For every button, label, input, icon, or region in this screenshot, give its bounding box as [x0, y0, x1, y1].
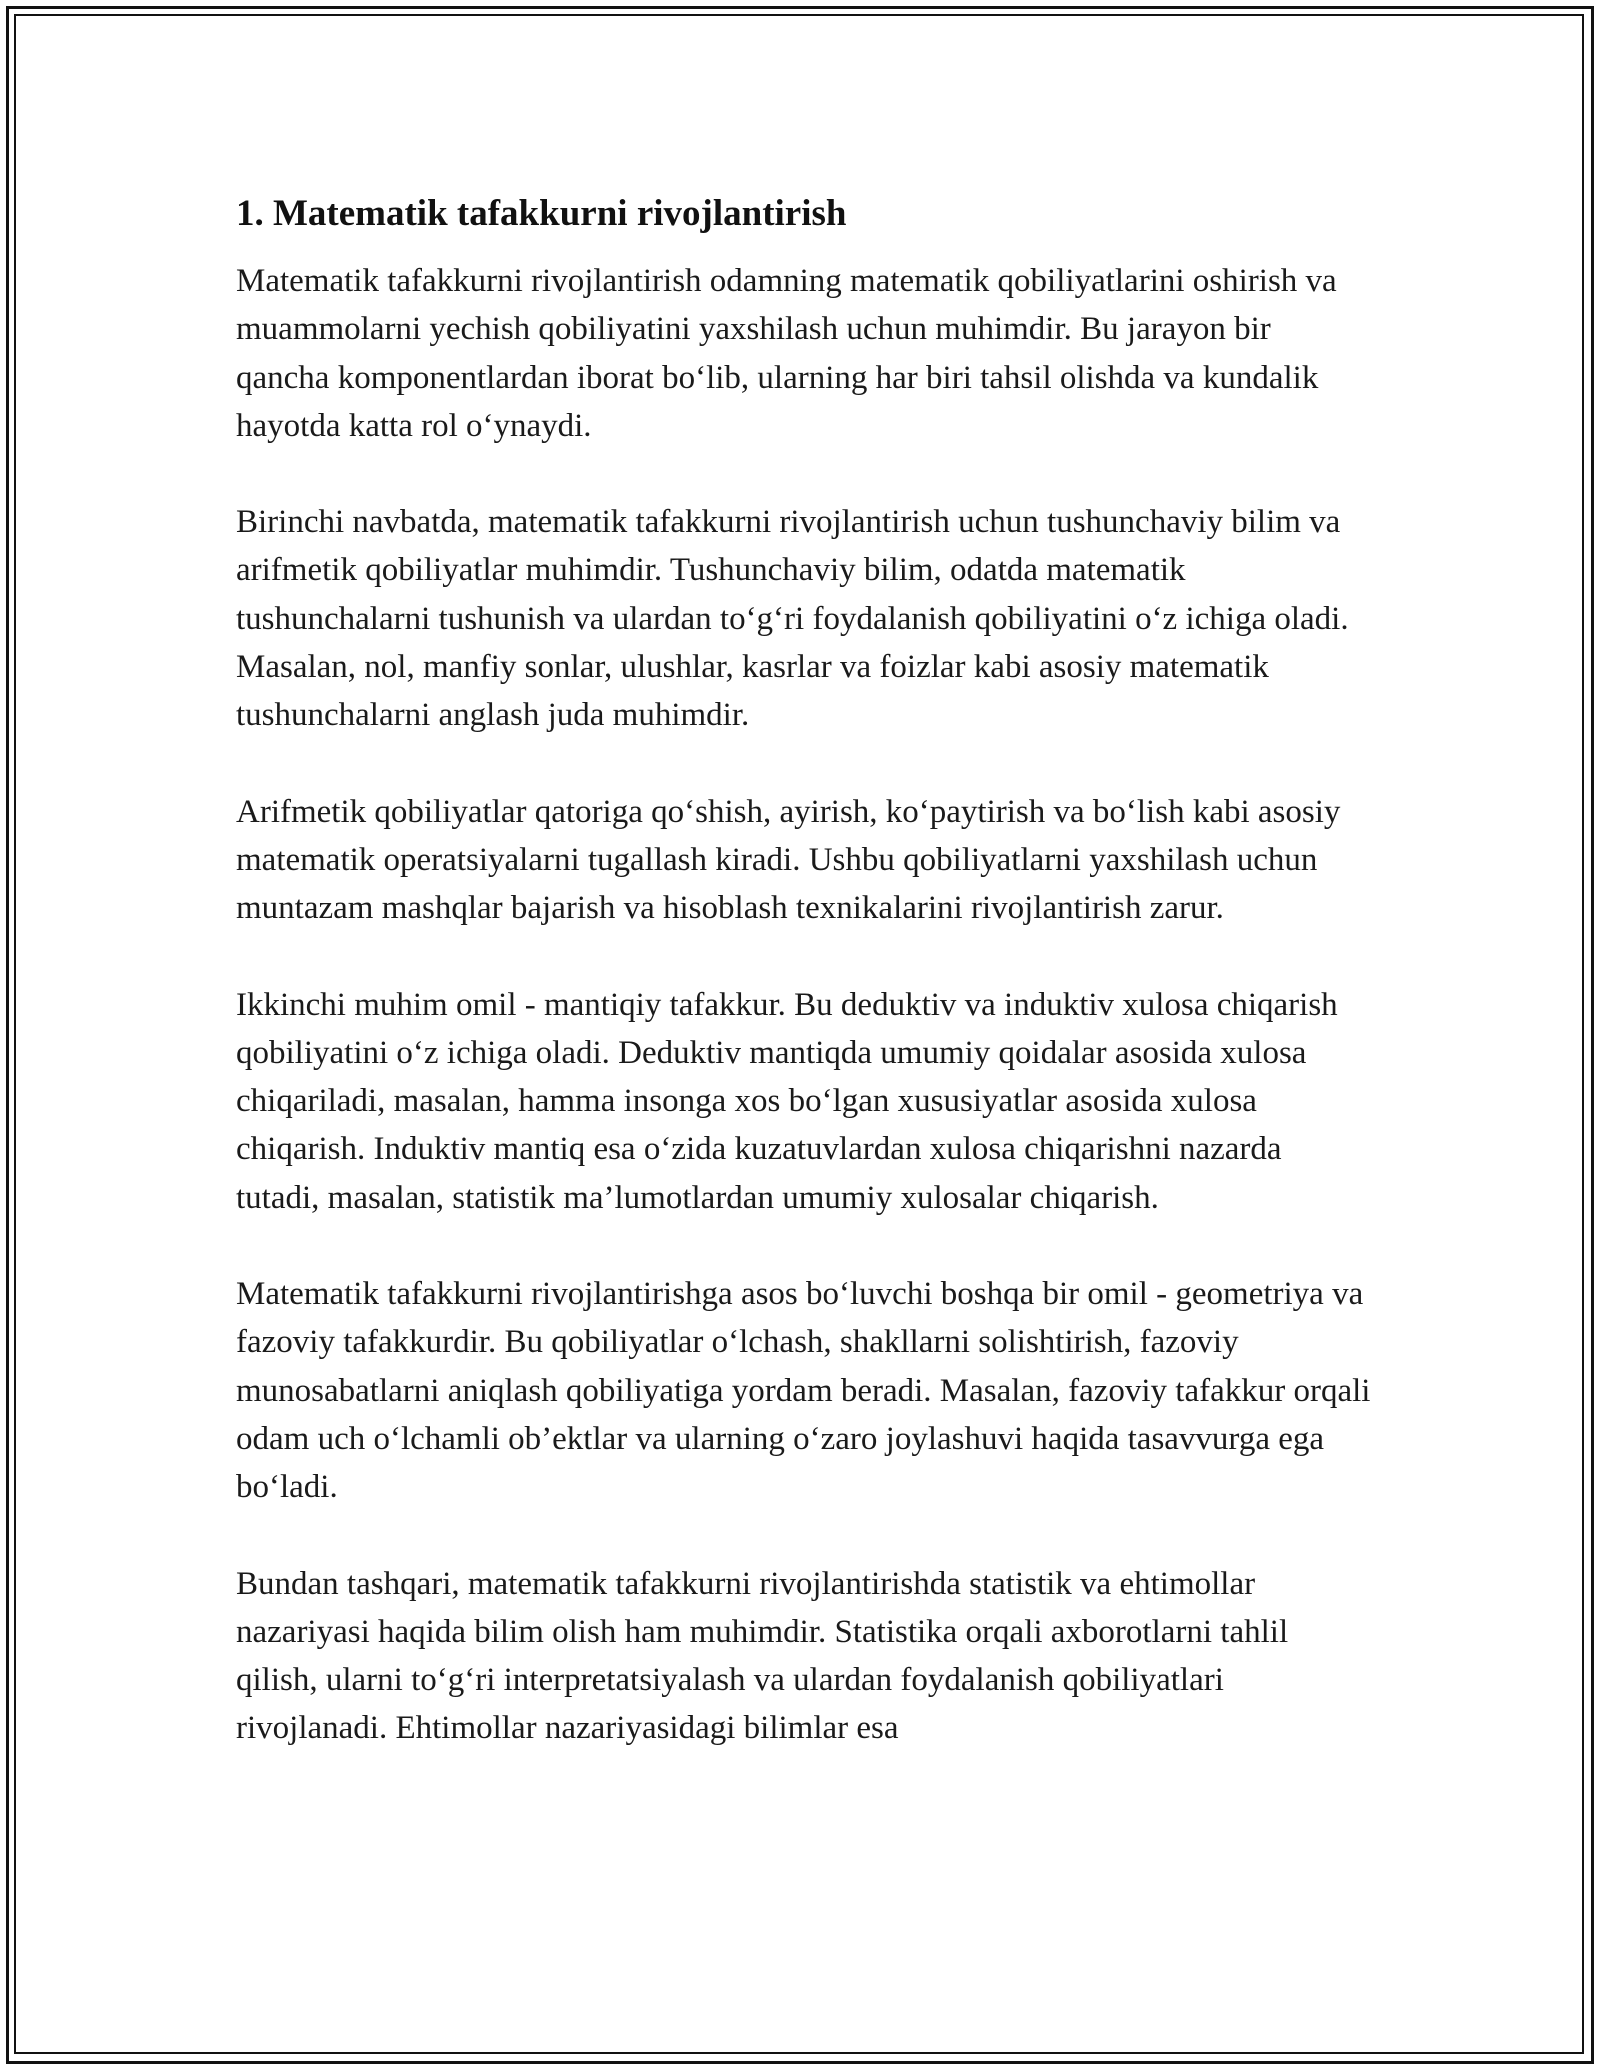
- paragraph-spatial-thinking: Matematik tafakkurni rivojlantirishga asos bo‘luvchi boshqa bir omil - geometriya va fazoviy tafakkurdir. Bu qobiliyatlar o‘lchash, shakllarni solishtirish, fazoviy munosabatlarni aniqlash qobiliyatiga yordam beradi. Masalan, fazoviy tafakkur orqali odam uch o‘lchamli ob’ektlar va ularning o‘zaro joylashuvi haqida tasavvurga ega bo‘ladi.: [236, 1276, 1371, 1506]
- paragraph-conceptual-knowledge: Birinchi navbatda, matematik tafakkurni rivojlantirish uchun tushunchaviy bilim va arifmetik qobiliyatlar muhimdir. Tushunchaviy bilim, odatda matematik tushunchalarni tushunish va ulardan to‘g‘ri foydalanish qobiliyatini o‘z ichiga oladi. Masalan, nol, manfiy sonlar, ulushlar, kasrlar va foizlar kabi asosiy matematik tushunchalarni anglash juda muhimdir.: [236, 504, 1349, 734]
- document-body: [236, 188, 1371, 1753]
- paragraph-intro: Matematik tafakkurni rivojlantirish odamning matematik qobiliyatlarini oshirish va muammolarni yechish qobiliyatini yaxshilash uchun muhimdir. Bu jarayon bir qancha komponentlardan iborat bo‘lib, ularning har biri tahsil olishda va kundalik hayotda katta rol o‘ynaydi.: [236, 263, 1337, 444]
- paragraph-statistics: Bundan tashqari, matematik tafakkurni rivojlantirishda statistik va ehtimollar nazariyasi haqida bilim olish ham muhimdir. Statistika orqali axborotlarni tahlil qilish, ularni to‘g‘ri interpretatsiyalash va ulardan foydalanish qobiliyatlari rivojlanadi. Ehtimollar nazariyasidagi bilimlar esa: [236, 1565, 1289, 1747]
- paragraph-logical-thinking: Ikkinchi muhim omil - mantiqiy tafakkur. Bu deduktiv va induktiv xulosa chiqarish qobiliyatini o‘z ichiga oladi. Deduktiv mantiqda umumiy qoidalar asosida xulosa chiqariladi, masalan, hamma insonga xos bo‘lgan xususiyatlar asosida xulosa chiqarish. Induktiv mantiq esa o‘zida kuzatuvlardan xulosa chiqarishni nazarda tutadi, masalan, statistik ma’lumotlardan umumiy xulosalar chiqarish.: [236, 986, 1338, 1216]
- section-heading: 1. Matematik tafakkurni rivojlantirish: [236, 193, 847, 234]
- paragraph-arithmetic-skills: Arifmetik qobiliyatlar qatoriga qo‘shish, ayirish, ko‘paytirish va bo‘lish kabi asosiy matematik operatsiyalarni tugallash kiradi. Ushbu qobiliyatlarni yaxshilash uchun muntazam mashqlar bajarish va hisoblash texnikalarini rivojlantirish zarur.: [236, 793, 1341, 927]
